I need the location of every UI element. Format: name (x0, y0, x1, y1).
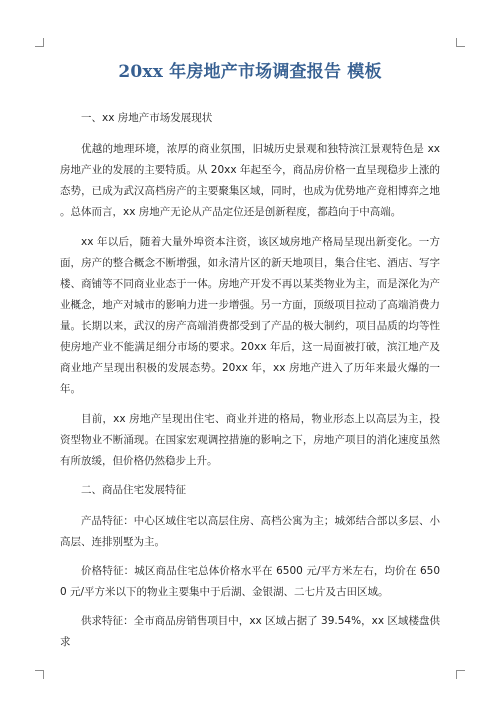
paragraph-market-status-3: 目前，xx 房地产呈现出住宅、商业并进的格局，物业形态上以高层为主，投资型物业不断涌现。在国家宏观调控措施的影响之下，房地产项目的消化速度虽然有所放缓，但价格仍然稳步上升。 (60, 413, 440, 467)
document-content (60, 60, 440, 653)
paragraph-product-features: 产品特征：中心区域住宅以高层住房、高档公寓为主；城郊结合部以多层、小高层、连排别墅为主。 (60, 515, 440, 548)
bottom-right-crop-mark (456, 670, 465, 679)
top-right-crop-mark (456, 38, 465, 47)
paragraph-market-status-1: 优越的地理环境，浓厚的商业氛围，旧城历史景观和独特滨江景观特色是 xx 房地产业的发展的主要特质。从 20xx 年起至今，商品房价格一直呈现稳步上涨的态势，已成为武汉高档房产的主要聚集区域，同时，也成为优势地产竟相博弈之地。总体而言，xx 房地产无论从产品定位还是创新程度，都趋向于中高端。 (60, 143, 440, 218)
paragraph-market-status-2: xx 年以后，随着大量外埠资本注资，该区域房地产格局呈现出新变化。一方面，房产的整合概念不断增强，如永清片区的新天地项目，集合住宅、酒店、写字楼、商铺等不同商业业态于一体。房地产开发不再以某类物业为主，而是深化为产业概念，地产对城市的影响力进一步增强。另一方面，顶级项目拉动了高端消费力量。长期以来，武汉的房产高端消费都受到了产品的极大制约，项目品质的均等性使房地产业不能满足细分市场的要求。20xx 年后，这一局面被打破，滨江地产及商业地产呈现出积极的发展态势。20xx 年，xx 房地产进入了历年来最火爆的一年。 (60, 236, 440, 395)
bottom-left-crop-mark (35, 670, 44, 679)
paragraph-price-features: 价格特征：城区商品住宅总体价格水平在 6500 元/平方米左右，均价在 6500 元/平方米以下的物业主要集中于后湖、金银湖、二七片及古田区域。 (60, 565, 440, 598)
paragraph-supply-demand-features: 供求特征：全市商品房销售项目中，xx 区域占据了 39.54%，xx 区域楼盘供求 (60, 615, 440, 648)
section-heading-market-status: 一、xx 房地产市场发展现状 (81, 112, 213, 124)
section-heading-housing-features: 二、商品住宅发展特征 (81, 484, 186, 496)
document-title: 20xx 年房地产市场调查报告 模板 (118, 62, 382, 82)
top-left-crop-mark (35, 38, 44, 47)
